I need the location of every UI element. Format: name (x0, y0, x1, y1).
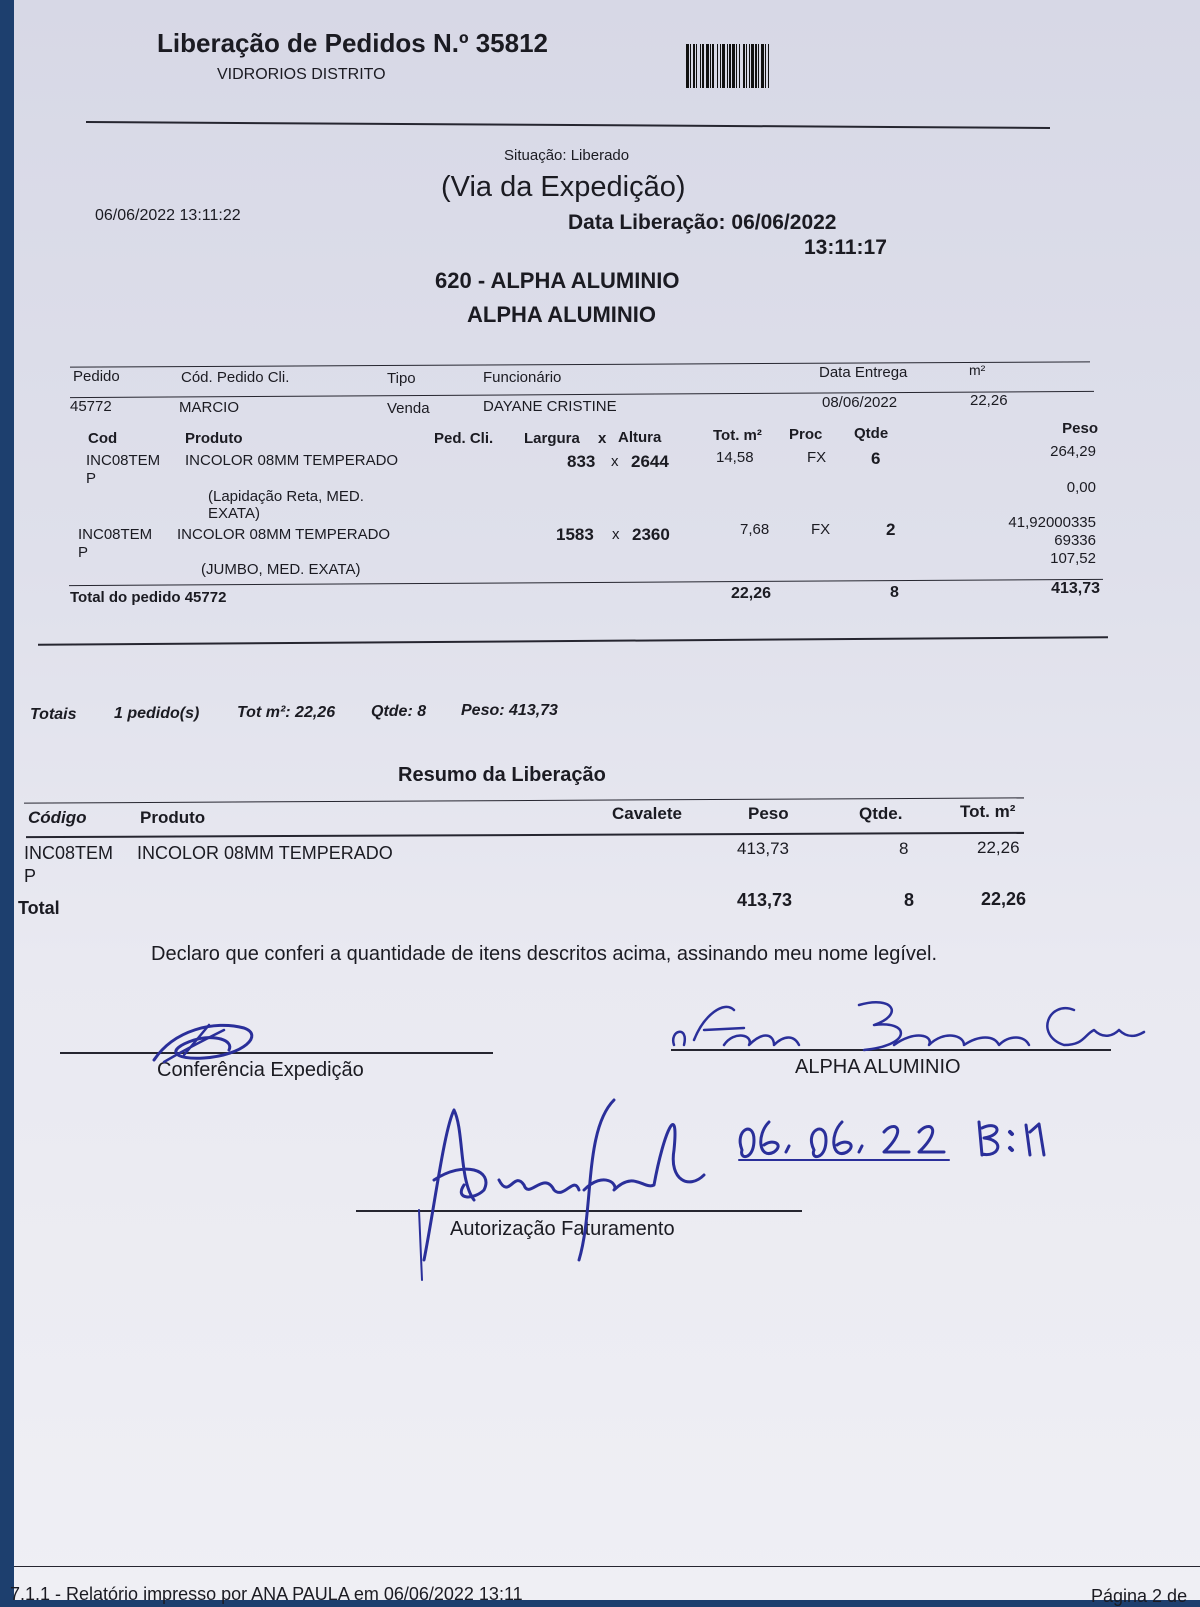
item2-cod-cont: P (78, 544, 89, 561)
item1-detail-line1: (Lapidação Reta, MED. (208, 488, 364, 505)
summary-total-peso: 413,73 (737, 890, 793, 910)
item2-qtde: 2 (886, 520, 896, 539)
document-title: Liberação de Pedidos N.º 35812 (157, 28, 548, 58)
col-pedido: Pedido (73, 368, 120, 385)
item-col-peso: Peso (1062, 420, 1098, 437)
item1-cod: INC08TEM (86, 452, 161, 469)
autorizacao-signature (404, 1090, 724, 1280)
summary-row-peso: 413,73 (737, 839, 789, 858)
summary-title: Resumo da Liberação (398, 764, 606, 786)
col-tipo: Tipo (387, 370, 416, 387)
item-col-largura: Largura (524, 430, 580, 447)
company-name: VIDRORIOS DISTRITO (217, 66, 386, 83)
situation-text: Situação: Liberado (504, 147, 630, 164)
conferencia-label: Conferência Expedição (157, 1059, 364, 1081)
item2-largura: 1583 (556, 525, 594, 544)
footer-rule (14, 1566, 1200, 1567)
via-title: (Via da Expedição) (441, 171, 686, 203)
totals-peso: Peso: 413,73 (461, 702, 558, 719)
footer-printed-by: 7.1.1 - Relatório impresso por ANA PAULA em 06/06/2022 13:11 (10, 1584, 523, 1604)
summary-total-tot-m2: 22,26 (981, 889, 1027, 909)
item1-detail-peso: 0,00 (1066, 479, 1096, 496)
item1-x: x (611, 453, 619, 470)
item-col-ped-cli: Ped. Cli. (434, 430, 494, 447)
item1-largura: 833 (567, 452, 596, 471)
release-date: Data Liberação: 06/06/2022 (568, 211, 837, 234)
order-total-m2: 22,26 (731, 585, 772, 602)
order-bottom-rule (38, 636, 1108, 645)
item1-tot-m2: 14,58 (716, 449, 754, 466)
summary-top-rule (24, 797, 1024, 803)
item1-cod-cont: P (86, 470, 97, 487)
col-m2: m² (969, 362, 986, 378)
item1-detail-line2: EXATA) (208, 505, 260, 522)
summary-total-label: Total (18, 898, 60, 918)
item2-tot-m2: 7,68 (740, 521, 770, 538)
item2-x: x (612, 526, 620, 543)
order-total-label: Total do pedido 45772 (70, 589, 227, 606)
order-tipo-value: Venda (387, 400, 430, 417)
col-cod-pedido-cli: Cód. Pedido Cli. (181, 369, 290, 386)
summary-col-tot-m2: Tot. m² (960, 802, 1016, 821)
order-total-qtde: 8 (890, 584, 899, 601)
item2-cod: INC08TEM (78, 526, 153, 543)
item2-peso-line1: 41,92000335 (1008, 514, 1096, 531)
item1-produto: INCOLOR 08MM TEMPERADO (185, 452, 399, 469)
client-signature-label: ALPHA ALUMINIO (795, 1056, 961, 1078)
summary-col-produto: Produto (140, 808, 206, 827)
footer-page: Página 2 de (1091, 1586, 1188, 1606)
client-code-name: 620 - ALPHA ALUMINIO (435, 268, 680, 293)
item-col-qtde: Qtde (854, 425, 889, 442)
item1-peso: 264,29 (1050, 443, 1096, 460)
document-page (10, 0, 1200, 1606)
summary-row-produto: INCOLOR 08MM TEMPERADO (137, 843, 393, 863)
col-data-entrega: Data Entrega (819, 364, 908, 381)
order-funcionario-value: DAYANE CRISTINE (483, 398, 617, 415)
order-total-peso: 413,73 (1051, 580, 1100, 597)
summary-col-cavalete: Cavalete (612, 804, 682, 823)
summary-col-qtde: Qtde. (859, 804, 903, 823)
release-time: 13:11:17 (804, 236, 887, 259)
summary-row-codigo: INC08TEM (24, 843, 114, 863)
summary-total-qtde: 8 (904, 890, 915, 910)
autorizacao-label: Autorização Faturamento (450, 1218, 675, 1240)
client-name: ALPHA ALUMINIO (467, 302, 657, 327)
item-col-produto: Produto (185, 430, 243, 447)
barcode-bar (769, 44, 772, 88)
item2-altura: 2360 (632, 525, 670, 544)
item-col-tot-m2: Tot. m² (713, 427, 762, 444)
totals-pedidos: 1 pedido(s) (114, 705, 200, 722)
summary-row-codigo-cont: P (24, 866, 37, 886)
summary-row-qtde: 8 (899, 839, 909, 858)
item2-detail: (JUMBO, MED. EXATA) (201, 561, 361, 578)
order-data-entrega-value: 08/06/2022 (822, 394, 898, 411)
item-col-cod: Cod (88, 430, 118, 447)
client-signature (664, 990, 1144, 1060)
order-pedido-value: 45772 (70, 398, 112, 415)
item2-peso-line2: 69336 (1054, 532, 1096, 549)
item-col-altura: Altura (618, 429, 662, 446)
summary-row-tot-m2: 22,26 (977, 838, 1020, 857)
item-col-proc: Proc (789, 426, 823, 443)
order-total-rule (69, 579, 1103, 586)
totals-m2: Tot m²: 22,26 (237, 704, 336, 721)
summary-col-codigo: Código (28, 808, 87, 827)
barcode (686, 44, 854, 88)
item2-peso-total: 107,52 (1050, 550, 1096, 567)
order-top-rule (70, 361, 1090, 367)
header-divider (86, 121, 1050, 129)
item1-qtde: 6 (871, 449, 881, 468)
conferencia-line (60, 1052, 493, 1054)
declaration-text: Declaro que conferi a quantidade de itens descritos acima, assinando meu nome legível. (151, 943, 938, 965)
item-col-x: x (598, 430, 607, 447)
summary-col-peso: Peso (748, 804, 789, 823)
item2-produto: INCOLOR 08MM TEMPERADO (177, 526, 391, 543)
order-m2-value: 22,26 (970, 392, 1008, 409)
item1-proc: FX (807, 449, 827, 466)
totals-qtde: Qtde: 8 (371, 703, 427, 720)
summary-header-rule (26, 832, 1024, 838)
conferencia-signature (134, 1010, 274, 1070)
col-funcionario: Funcionário (483, 369, 562, 386)
totals-label: Totais (30, 706, 77, 723)
handwritten-date (734, 1110, 1074, 1170)
print-datetime: 06/06/2022 13:11:22 (95, 207, 241, 224)
item2-proc: FX (811, 521, 831, 538)
item1-altura: 2644 (631, 452, 669, 471)
order-cod-cli-value: MARCIO (179, 399, 239, 416)
